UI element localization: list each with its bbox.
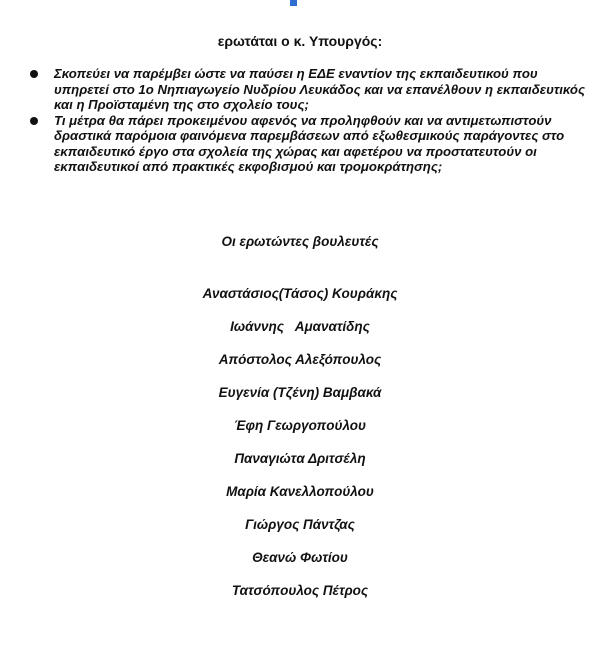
signer-name: Παναγιώτα Δριτσέλη [234,451,366,466]
signer-name: Έφη Γεωργοπούλου [233,418,367,433]
question-item [30,66,586,113]
top-edge-mark [290,0,297,6]
signer-name: Ιωάννης Αμανατίδης [230,319,370,334]
signers-heading: Οι ερωτώντες βουλευτές [221,234,379,249]
signer-name: Θεανώ Φωτίου [252,550,348,565]
signer-name: Μαρία Κανελλοπούλου [226,484,374,499]
intro-line: ερωτάται ο κ. Υπουργός: [217,33,383,49]
signer-name: Γιώργος Πάντζας [245,517,355,532]
signer-name: Αναστάσιος(Τάσος) Κουράκης [202,286,398,301]
signers-list [0,286,600,616]
signer-name: Ευγενία (Τζένη) Βαμβακά [218,385,382,400]
question-text: Σκοπεύει να παρέμβει ώστε να παύσει η ΕΔΕ εναντίον της εκπαιδευτικού που υπηρετεί στο 1ο Νηπιαγωγείο Νυδρίου Λευκάδος και να επανέλθουν η εκπαιδευτικός και η Προϊσταμένη της στο σχολείο τους; [54,66,585,112]
signer-name: Απόστολος Αλεξόπουλος [218,352,382,367]
question-item [30,113,586,175]
questions-list [30,66,586,175]
bullet-icon [30,117,38,125]
bullet-icon [30,70,38,78]
question-text: Τι μέτρα θα πάρει προκειμένου αφενός να προληφθούν και να αντιμετωπιστούν δραστικά παρόμοια φαινόμενα παρεμβάσεων από εξωθεσμικούς παράγοντες στο εκπαιδευτικό έργο στα σχολεία της χώρας και αφετέρου να προστατευτούν οι εκπαιδευτικοί από πρακτικές εκφοβισμού και τρομοκράτησης; [54,112,565,174]
signer-name: Τατσόπουλος Πέτρος [231,583,369,598]
